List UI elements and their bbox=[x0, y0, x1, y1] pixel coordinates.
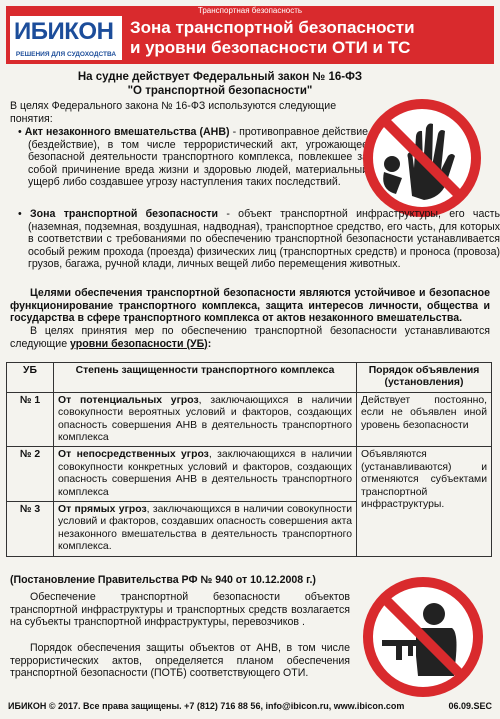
protection-cell bbox=[54, 502, 357, 557]
definition-zone-text: - объект транспортной инфраструктуры, его часть (наземная, подземная, воздушная, надводная), транспортное средство, его часть, для которых в соответствии с требованиями по обеспечению транспортной безопасности устанавливается особый режим прохода (проезда) физических лиц (транспортных средств) и проноса (провоза) грузов, багажа, ручной клади, личных вещей либо перемещения животных. bbox=[28, 208, 500, 271]
page-title bbox=[130, 18, 415, 58]
levels-intro-text: В целях принятия мер по обеспечению транспортной безопасности устанавливаются следующие bbox=[10, 325, 490, 350]
intro-line-2: понятия: bbox=[10, 112, 53, 125]
table-header-row bbox=[7, 363, 492, 393]
definition-zone: • Зона транспортной безопасности - объект транспортной инфраструктуры, его часть (наземная, подземная, воздушная, надводная), транспортное средство, его часть, для которых в соответствии с требованиями по обеспечению транспортной безопасности устанавливается особый режим прохода (проезда) физических лиц (транспортных средств) и проноса (провоза) грузов, багажа, ручной клади, личных вещей либо перемещения животных. bbox=[18, 208, 500, 271]
title-line-1: Зона транспортной безопасности bbox=[130, 18, 415, 37]
table-row bbox=[7, 447, 492, 502]
law-line-2: "О транспортной безопасности" bbox=[127, 85, 313, 97]
header-protection: Степень защищенности транспортного комплекса bbox=[54, 363, 357, 393]
security-levels-table bbox=[6, 362, 492, 557]
table-row bbox=[7, 392, 492, 447]
level-cell: № 2 bbox=[7, 447, 54, 502]
law-heading bbox=[70, 70, 370, 98]
protection-cell bbox=[54, 447, 357, 502]
footer bbox=[8, 701, 492, 711]
intro-text bbox=[10, 100, 370, 125]
ibicon-logo bbox=[10, 16, 122, 60]
logo-text: ИБИКОН bbox=[14, 18, 114, 45]
levels-intro-term: уровни безопасности (УБ) bbox=[70, 337, 208, 350]
threat-desc: , заключающихся в наличии совокупности условий и факторов, создавших опасность совершения акта незаконного вмешательства в деятельность транспортного комплекса. bbox=[58, 504, 352, 553]
definition-anv: • Акт незаконного вмешательства (АНВ) - противоправное действие (бездействие), в том числе террористический акт, угрожающее безопасной деятельности транспортного комплекса, повлекшее за собой причинение вреда жизни и здоровью людей, материальный ущерб либо создавшее угрозу наступления таких последствий. bbox=[18, 126, 369, 189]
threat-type: От потенциальных угроз bbox=[58, 394, 199, 406]
footer-copyright: ИБИКОН © 2017. Все права защищены. +7 (812) 716 88 56, info@ibicon.ru, www.ibicon.com bbox=[8, 701, 405, 711]
title-line-2: и уровни безопасности ОТИ и ТС bbox=[130, 38, 411, 57]
definition-anv-term: Акт незаконного вмешательства (АНВ) bbox=[24, 126, 230, 138]
order-cell: Действует постоянно, если не объявлен иной уровень безопасности bbox=[357, 392, 492, 447]
header-level: УБ bbox=[7, 363, 54, 393]
definition-anv-text: - противоправное действие (бездействие), в том числе террористический акт, угрожающее безопасной деятельности транспортного комплекса, повлекшее за собой причинение вреда жизни и здоровью людей, материальный ущерб либо создавшее угрозу наступления таких последствий. bbox=[28, 126, 369, 189]
order-cell: Объявляются (устанавливаются) и отменяются субъектами транспортной инфраструктуры. bbox=[357, 447, 492, 556]
protection-cell bbox=[54, 392, 357, 447]
header-order: Порядок объявления (установления) bbox=[357, 363, 492, 393]
intro-line-1: В целях Федерального закона № 16-ФЗ используются следующие bbox=[10, 100, 337, 112]
armed-terrorist-prohibition-icon bbox=[362, 576, 484, 698]
threat-desc: , заключающихся в наличии совокупности конкретных условий и факторов, создающих опасность совершения АНВ в деятельность транспортного комплекса bbox=[58, 449, 353, 498]
stop-hand-prohibition-icon bbox=[362, 98, 482, 218]
law-line-1: На судне действует Федеральный закон № 16-ФЗ bbox=[77, 71, 363, 83]
threat-type: От прямых угроз bbox=[58, 504, 147, 516]
threat-type: От непосредственных угроз bbox=[58, 449, 209, 461]
levels-intro bbox=[10, 325, 490, 350]
definition-zone-term: Зона транспортной безопасности bbox=[30, 208, 219, 220]
footer-code: 06.09.SEC bbox=[448, 701, 492, 711]
level-cell: № 1 bbox=[7, 392, 54, 447]
threat-desc: , заключающихся в наличии совокупности вероятных условий и факторов, создающих опасность совершения АНВ в деятельность транспортного комплекса bbox=[58, 394, 352, 444]
header-banner bbox=[6, 6, 494, 64]
goals-text: Целями обеспечения транспортной безопасности являются устойчивое и безопасное функционирование транспортного комплекса, защита интересов личности, общества и государства в сфере транспортного комплекса от актов незаконного вмешательства. bbox=[10, 287, 490, 325]
levels-intro-colon: : bbox=[207, 337, 212, 350]
logo-subtitle: РЕШЕНИЯ ДЛЯ СУДОХОДСТВА bbox=[15, 51, 117, 58]
header-top-label: Транспортная безопасность bbox=[197, 6, 303, 15]
level-cell: № 3 bbox=[7, 502, 54, 557]
plan-text: Порядок обеспечения защиты объектов от АНВ, в том числе террористических актов, определяется планом обеспечения транспортной безопасности (ПОТБ) соответствующего ОТИ. bbox=[10, 642, 350, 680]
decree-reference: (Постановление Правительства РФ № 940 от 10.12.2008 г.) bbox=[10, 574, 316, 586]
duty-text: Обеспечение транспортной безопасности объектов транспортной инфраструктуры и транспортных средств возлагается на субъекты транспортной инфраструктуры, перевозчиков . bbox=[10, 591, 350, 629]
